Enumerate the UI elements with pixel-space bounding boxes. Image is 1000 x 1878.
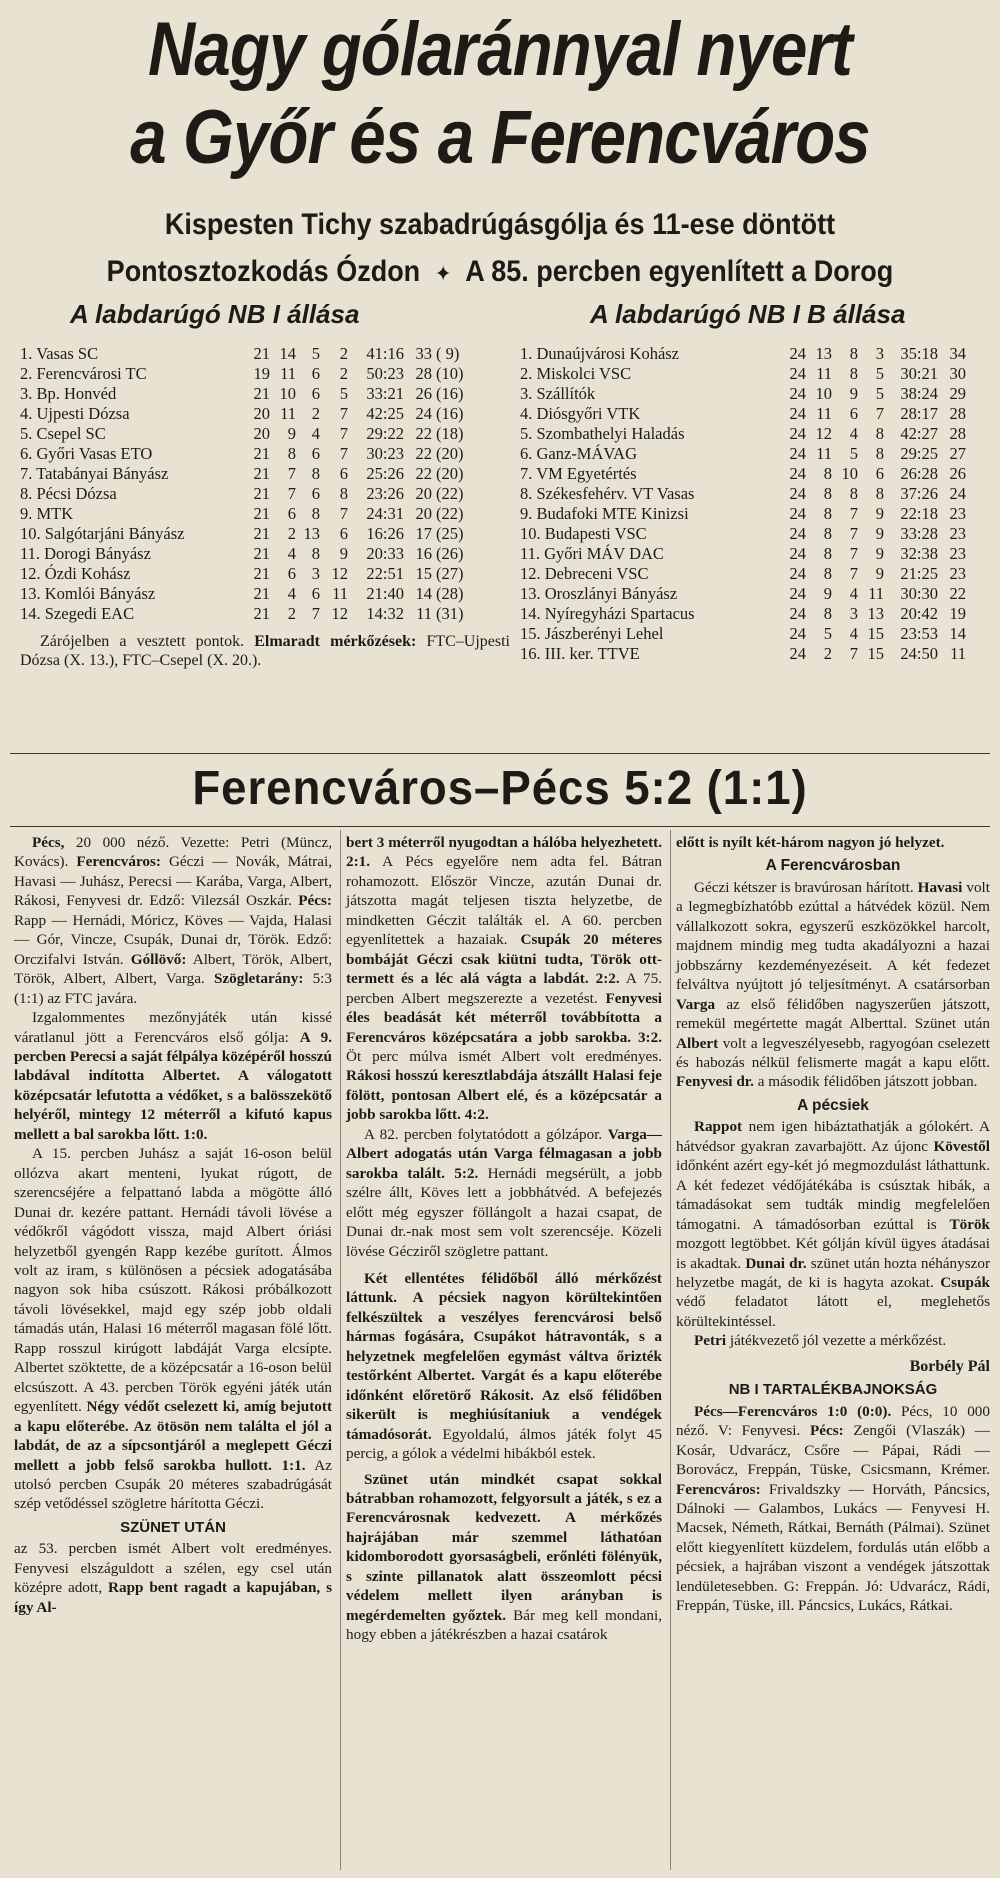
subheadline-2a: Pontosztozkodás Ózdon xyxy=(106,255,421,288)
nb1-cell-l: 2 xyxy=(339,344,348,363)
nb1b-cell-w: 8 xyxy=(823,524,832,543)
nb1-cell-team: 12. Ózdi Kohász xyxy=(20,564,131,583)
subheadline-1: Kispesten Tichy szabadrúgásgólja és 11-ese döntött xyxy=(164,208,836,241)
nb1b-cell-l: 9 xyxy=(875,564,884,583)
nb1-cell-team: 14. Szegedi EAC xyxy=(20,604,135,623)
divider-bottom xyxy=(10,826,990,827)
nb1-cell-p: 21 xyxy=(253,524,270,543)
nb1-cell-pts: 22 xyxy=(415,464,432,483)
nb1-cell-l: 8 xyxy=(339,484,348,503)
nb1-cell-p: 21 xyxy=(253,504,270,523)
nb1b-cell-pts: 11 xyxy=(950,644,966,663)
nb1b-cell-l: 7 xyxy=(875,404,884,423)
nb1-cell-pts: 28 xyxy=(415,364,432,383)
nb1b-cell-l: 15 xyxy=(867,624,884,643)
nb1b-cell-p: 24 xyxy=(789,404,806,423)
nb1b-cell-l: 6 xyxy=(875,464,884,483)
nb1b-cell-p: 24 xyxy=(789,444,806,463)
nb1-cell-pts: 24 xyxy=(415,404,432,423)
nb1-cell-w: 8 xyxy=(287,444,296,463)
nb1b-cell-w: 11 xyxy=(816,444,832,463)
nb1b-cell-w: 2 xyxy=(823,644,832,663)
footnote-rest: FTC–Ujpesti Dózsa (X. 13.), FTC–Csepel (X. 20.). xyxy=(20,633,510,669)
nb1b-cell-goals: 37:26 xyxy=(900,484,938,503)
nb1-cell-w: 4 xyxy=(287,584,296,603)
nb1b-cell-goals: 22:18 xyxy=(900,504,938,523)
nb1b-cell-p: 24 xyxy=(789,644,806,663)
nb1-cell-d: 2 xyxy=(311,404,320,423)
nb1-cell-team: 13. Komlói Bányász xyxy=(20,584,156,603)
nb1-cell-goals: 22:51 xyxy=(366,564,404,583)
nb1-cell-lost: (25) xyxy=(436,524,464,543)
nb1-cell-l: 7 xyxy=(339,444,348,463)
nb1b-cell-d: 8 xyxy=(849,364,858,383)
author-signature: Borbély Pál xyxy=(909,1357,990,1375)
nb1b-cell-l: 11 xyxy=(868,584,884,603)
article-column-1: Pécs, 20 000 néző. Vezette: Petri (Müncz, Kovács). Ferencváros: Géczi — Novák, Mátrai, Havasi — Juhász, Perecsi — Karába, Varga, Albert, Rákosi, Fenyvesi dr. Edző: Vilezsál Oszkár. Pécs: Rapp — Hernádi, Móricz, Köves — Vajda, Halasi — Gór, Vincze, Csupák, Dunai dr, Török. Edző: Orczifalvi István. Góllövő: Albert, Török, Albert, Török, Albert, Albert, Varga. Szögletarány: 5:3 (1:1) az FTC javára. Izgalommentes mezőnyjáték után kissé váratlanul jött a Ferencváros első gólja: A 9. percben Perecsi a saját félpálya középéről hosszú labdával indította Albertet. A válogatott középcsatár lefutotta a védőket, s a balösszekötő helyéről, mintegy 12 méterről a kifutó kapus mellett a bal sarokba lőtt. 1:0. A 15. percben Juhász a saját 16-oson belül ollózva akart menteni, lyukat rúgott, de szerencséjére a felpattanó labda a mögötte álló Dunai dr. kezére pattant. Hernádi távoli lövése a védőkről vágódott vissza, majd Albert óriási helyzetből gyengén Rapp kezébe gurított. Álmos volt az iram, s különösen a pécsiek adogatásába nagyon sok hiba csúszott. Rákosi próbálkozott távoli lövésekkel, majd egy szép jobb oldali támadás után, Halasi 16 méterről magasan fölé lőtt. Rapp rosszul kirúgott labdáját Varga elcsípte. Albertet szöktette, de a középcsatár a 16-oson belül elcsúszott. A 43. percben Török egyéni játék után egyenlített. Négy védőt cselezett ki, amíg bejutott a kapu előterébe. Az ötösön nem találta el jól a labdát, de az a sípcsontjáról a meglepett Géczi mellett a jobb felső sarokba hullott. 1:1. Az utolsó percben Csupák 20 méteres szabadrúgását szép vetődéssel szögletre hárította Géczi. SZÜNET UTÁN az 53. percben ismét Albert volt eredményes. Fenyvesi elszáguldott a szélen, egy csel után középre adott, Rapp bent ragadt a kapujában, s így Al- xyxy=(14,834,333,1616)
nb1-cell-lost: (20) xyxy=(436,444,464,463)
nb1b-cell-pts: 22 xyxy=(949,584,966,603)
nb1-cell-lost: (26) xyxy=(436,544,464,563)
nb1b-cell-l: 5 xyxy=(875,364,884,383)
nb1b-cell-d: 4 xyxy=(849,624,858,643)
reserve-league-title: NB I TARTALÉKBAJNOKSÁG xyxy=(728,1381,938,1399)
nb1b-cell-l: 8 xyxy=(875,424,884,443)
footnote-bold: Elmaradt mérkőzések: xyxy=(254,633,417,650)
nb1b-cell-d: 7 xyxy=(849,504,858,523)
nb1b-cell-p: 24 xyxy=(789,364,806,383)
nb1b-cell-goals: 26:28 xyxy=(900,464,938,483)
nb1-cell-w: 2 xyxy=(287,604,296,623)
nb1-cell-team: 11. Dorogi Bányász xyxy=(20,544,151,563)
nb1b-cell-w: 11 xyxy=(816,364,832,383)
nb1b-cell-goals: 33:28 xyxy=(900,524,938,543)
nb1b-cell-team: 13. Oroszlányi Bányász xyxy=(520,584,678,603)
nb1-cell-goals: 30:23 xyxy=(366,444,404,463)
nb1b-cell-d: 6 xyxy=(849,404,858,423)
nb1b-cell-w: 8 xyxy=(823,544,832,563)
nb1-cell-w: 11 xyxy=(280,364,296,383)
nb1-cell-d: 13 xyxy=(303,524,320,543)
nb1-cell-goals: 50:23 xyxy=(366,364,404,383)
nb1b-cell-pts: 23 xyxy=(949,524,966,543)
nb1-cell-l: 11 xyxy=(332,584,348,603)
nb1b-cell-goals: 30:21 xyxy=(900,364,938,383)
nb1-cell-l: 5 xyxy=(339,384,348,403)
nb1b-cell-pts: 23 xyxy=(949,544,966,563)
nb1-cell-w: 4 xyxy=(287,544,296,563)
nb1-cell-team: 5. Csepel SC xyxy=(20,424,106,443)
nb1-standings-table xyxy=(20,344,520,629)
nb1b-cell-w: 8 xyxy=(823,484,832,503)
nb1b-cell-pts: 14 xyxy=(949,624,966,643)
nb1-cell-lost: (28) xyxy=(436,584,464,603)
nb1b-cell-d: 7 xyxy=(849,544,858,563)
nb1b-cell-team: 16. III. ker. TTVE xyxy=(520,644,640,663)
article-column-2: bert 3 méterről nyugodtan a hálóba helyezhetett. 2:1. A Pécs egyelőre nem adta fel. Bátran rohamozott. Először Vincze, azután Dunai dr. játszotta magát teljesen tiszta helyzetbe, de mindketten Géczit találták el. A 60. percben egyenlítettek a hazaiak. Csupák 20 méteres bombáját Géczi csak kiütni tudta, Török ott-termett és a léc alá vágta a labdát. 2:2. A 75. percben Albert megszerezte a vezetést. Fenyvesi éles beadását két méterről továbbította a Ferencváros középcsatára a jobb sarokba. 3:2. Öt perc múlva ismét Albert volt eredményes. Rákosi hosszú keresztlabdája átszállt Halasi feje fölött, pontosan Albert elé, és a középcsatár a jobb sarokba lőtt. 4:2. A 82. percben folytatódott a gólzápor. Varga—Albert adogatás után Varga félmagasan a jobb sarokba talált. 5:2. Hernádi megsérült, a jobb szélre állt, Köves lett a jobbhátvéd. A befejezés előtt még egyszer föllángolt a hazai csapat, de Dunai dr.-nak most sem volt szerencséje. Közeli lövése Gécziről szögletre pattant. Két ellentétes félidőből álló mérkőzést láttunk. A pécsiek nagyon körültekintően felkészültek a veszélyes ferencvárosi belső hármas fogására, Csupákot hátravonták, s a helyzetnek megfelelően egymást váltva őrizték testőrként Albertet. Vargát és a kapu előterébe időnként előretörő Rákosit. Az első félidőben sikerült is meghiúsítaniuk a vendégek támadósorát. Egyoldalú, álmos játék folyt 45 percig, a gólok a védelmi hibákból estek. Szünet után mindkét csapat sokkal bátrabban rohamozott, felgyorsult a játék, s ez a Ferencvárosnak kedvezett. A mérkőzés hajrájában már szemmel láthatóan kidomborodott gyorsaságbeli, erőnléti fölényük, s szinte pillanatok alatt összeomlott pécsi védelem mellett ilyen arányban is megérdemelten győztek. Bár meg kell mondani, hogy ebben a játékrészben a hazai csatárok xyxy=(346,834,663,1644)
nb1-cell-team: 9. MTK xyxy=(20,504,74,523)
nb1-cell-team: 4. Ujpesti Dózsa xyxy=(20,404,130,423)
nb1-cell-d: 6 xyxy=(311,384,320,403)
nb1-cell-goals: 33:21 xyxy=(366,384,404,403)
nb1-cell-goals: 29:22 xyxy=(366,424,404,443)
nb1-cell-p: 21 xyxy=(253,484,270,503)
nb1-cell-l: 6 xyxy=(339,524,348,543)
nb1b-cell-team: 1. Dunaújvárosi Kohász xyxy=(520,344,680,363)
nb1b-cell-team: 9. Budafoki MTE Kinizsi xyxy=(520,504,689,523)
nb1b-cell-p: 24 xyxy=(789,464,806,483)
nb1-cell-w: 9 xyxy=(287,424,296,443)
subhead-ferencvaros: A Ferencvárosban xyxy=(765,857,901,875)
nb1-cell-pts: 20 xyxy=(415,484,432,503)
nb1b-title: A labdarúgó NB I B állása xyxy=(590,299,906,329)
nb1b-standings-table xyxy=(520,344,995,669)
headline-line-1: Nagy gólaránnyal nyert xyxy=(148,7,852,92)
nb1-cell-p: 21 xyxy=(253,584,270,603)
nb1b-cell-goals: 23:53 xyxy=(900,624,938,643)
nb1-cell-pts: 16 xyxy=(415,544,432,563)
nb1-cell-l: 6 xyxy=(339,464,348,483)
nb1b-cell-goals: 24:50 xyxy=(900,644,938,663)
nb1b-cell-p: 24 xyxy=(789,384,806,403)
nb1-cell-w: 11 xyxy=(280,404,296,423)
nb1b-cell-team: 3. Szállítók xyxy=(520,384,596,403)
nb1b-cell-w: 12 xyxy=(815,424,832,443)
star-separator-icon: ✦ xyxy=(434,261,452,286)
nb1-cell-pts: 20 xyxy=(415,504,432,523)
nb1-cell-goals: 20:33 xyxy=(366,544,404,563)
nb1-cell-pts: 22 xyxy=(415,424,432,443)
nb1b-cell-team: 2. Miskolci VSC xyxy=(520,364,632,383)
nb1b-cell-d: 3 xyxy=(849,604,858,623)
nb1b-cell-goals: 42:27 xyxy=(900,424,938,443)
nb1-cell-w: 14 xyxy=(279,344,296,363)
nb1b-cell-team: 15. Jászberényi Lehel xyxy=(520,624,664,643)
nb1b-cell-d: 9 xyxy=(849,384,858,403)
nb1-cell-lost: ( 9) xyxy=(436,344,460,363)
nb1-cell-goals: 21:40 xyxy=(366,584,404,603)
nb1-cell-goals: 42:25 xyxy=(366,404,404,423)
footnote-text: Zárójelben a vesztett pontok. xyxy=(40,633,245,650)
divider-top xyxy=(10,753,990,754)
nb1b-cell-team: 14. Nyíregyházi Spartacus xyxy=(520,604,695,623)
nb1-cell-lost: (22) xyxy=(436,504,464,523)
nb1-cell-p: 21 xyxy=(253,444,270,463)
nb1b-cell-team: 5. Szombathelyi Haladás xyxy=(520,424,685,443)
nb1-title: A labdarúgó NB I állása xyxy=(70,299,360,329)
nb1b-cell-w: 8 xyxy=(823,604,832,623)
nb1-cell-w: 7 xyxy=(287,484,296,503)
nb1b-cell-w: 9 xyxy=(823,584,832,603)
nb1-cell-team: 10. Salgótarjáni Bányász xyxy=(20,524,185,543)
nb1b-cell-goals: 20:42 xyxy=(900,604,938,623)
nb1-cell-d: 8 xyxy=(311,544,320,563)
nb1-cell-d: 7 xyxy=(311,604,320,623)
nb1b-cell-team: 6. Ganz-MÁVAG xyxy=(520,444,638,463)
article-column-3: előtt is nyílt két-három nagyon jó helyzet. A Ferencvárosban Géczi kétszer is bravúrosan hárított. Havasi volt a legmegbízhatóbb ezúttal a hátvédek közül. Nem vállalkozott sokra, egyszerű eszközökkel harcolt, majdnem mindig meg tudta akadályozni a hazai jobbszárny kezdeményezéseit. A két fedezet felváltva nyújtott jó teljesítményt. A csatársorban Varga az első félidőben nagyszerűen játszott, remekül megértette magát Alberttal. Szünet után Albert volt a legveszélyesebb, ragyogóan cselezett és habozás nélkül felismerte magát a kapu előtt. Fenyvesi dr. a második félidőben játszott jobban. A pécsiek Rappot nem igen hibáztathatják a gólokért. A hátvédsor gyakran zavarbajött. Az újonc Kövestől időnként azért egy-két jó megmozdulást láthattunk. A két fedezet védőjátékába is csúsztak hibák, a támadásokat sem tudták mindig megfelelően támogatni. A támadósorban ezúttal is Török mozgott legtöbbet. Két gólján kívül ügyes átadásai is akadtak. Dunai dr. szünet után hozta néhányszor helyzetbe magát, de ki is hagyta azokat. Csupák védő feladatot látott el, meglehetős körültekintéssel. Petri játékvezető jól vezette a mérkőzést. Borbély Pál NB I TARTALÉKBAJNOKSÁG Pécs—Ferencváros 1:0 (0:0). Pécs, 10 000 néző. V: Fenyvesi. Pécs: Zengői (Vlaszák) — Kosár, Udvarácz, Csőre — Pápai, Rádi — Borovácz, Freppán, Tüske, Csicsmann, Krémer. Ferencváros: Frivaldszky — Horváth, Páncsics, Dálnoki — Galambos, Lukács — Fenyvesi H. Macsek, Németh, Rátkai, Bernáth (Pálmai). Szünet előtt kiegyenlített küzdelem, fordulás után előbb a pécsiek, a hajrában viszont a vendégek játszottak lendületesebben. G: Freppán. Jó: Udvarácz, Rádi, Freppán, Tüske, ill. Páncsics, Lukács, Rátkai. xyxy=(676,834,991,1615)
nb1-cell-pts: 17 xyxy=(415,524,432,543)
headline-line-2: a Győr és a Ferencváros xyxy=(130,95,870,180)
nb1b-cell-d: 7 xyxy=(849,524,858,543)
nb1-cell-d: 6 xyxy=(311,444,320,463)
nb1b-cell-l: 5 xyxy=(875,384,884,403)
nb1b-cell-p: 24 xyxy=(789,524,806,543)
nb1b-cell-pts: 19 xyxy=(949,604,966,623)
nb1b-cell-pts: 27 xyxy=(949,444,966,463)
nb1-cell-d: 5 xyxy=(311,344,320,363)
nb1b-cell-p: 24 xyxy=(789,624,806,643)
nb1-cell-p: 21 xyxy=(253,464,270,483)
nb1-cell-team: 3. Bp. Honvéd xyxy=(20,384,117,403)
nb1-cell-lost: (27) xyxy=(436,564,464,583)
nb1b-cell-pts: 34 xyxy=(949,344,966,363)
nb1b-cell-w: 8 xyxy=(823,464,832,483)
nb1b-cell-p: 24 xyxy=(789,344,806,363)
nb1b-cell-team: 12. Debreceni VSC xyxy=(520,564,649,583)
nb1b-cell-l: 9 xyxy=(875,544,884,563)
nb1-footnote xyxy=(20,632,510,670)
nb1-cell-w: 6 xyxy=(287,564,296,583)
nb1b-cell-p: 24 xyxy=(789,424,806,443)
nb1-cell-team: 8. Pécsi Dózsa xyxy=(20,484,117,503)
nb1b-cell-team: 10. Budapesti VSC xyxy=(520,524,647,543)
nb1-cell-p: 20 xyxy=(253,424,270,443)
subhead-pecsiek: A pécsiek xyxy=(797,1096,869,1114)
nb1b-cell-w: 11 xyxy=(816,404,832,423)
nb1b-cell-w: 10 xyxy=(815,384,832,403)
nb1-cell-w: 2 xyxy=(287,524,296,543)
nb1b-cell-l: 9 xyxy=(875,504,884,523)
nb1b-cell-l: 3 xyxy=(875,344,884,363)
nb1b-cell-d: 10 xyxy=(841,464,858,483)
nb1-cell-goals: 16:26 xyxy=(366,524,404,543)
nb1-cell-lost: (31) xyxy=(436,604,464,623)
nb1-cell-d: 4 xyxy=(311,424,320,443)
nb1-cell-p: 21 xyxy=(253,344,270,363)
nb1-cell-d: 6 xyxy=(311,484,320,503)
nb1-cell-goals: 24:31 xyxy=(366,504,404,523)
nb1-cell-p: 21 xyxy=(253,564,270,583)
nb1b-cell-l: 8 xyxy=(875,484,884,503)
nb1-cell-p: 21 xyxy=(253,544,270,563)
nb1b-cell-w: 13 xyxy=(815,344,832,363)
nb1b-cell-p: 24 xyxy=(789,564,806,583)
nb1-cell-p: 20 xyxy=(253,404,270,423)
column-rule-2 xyxy=(670,830,671,1870)
nb1-cell-team: 7. Tatabányai Bányász xyxy=(20,464,169,483)
nb1b-cell-pts: 24 xyxy=(949,484,966,503)
nb1-cell-lost: (22) xyxy=(436,484,464,503)
nb1b-cell-p: 24 xyxy=(789,584,806,603)
nb1-cell-l: 9 xyxy=(339,544,348,563)
nb1-cell-d: 6 xyxy=(311,364,320,383)
section-subhead: SZÜNET UTÁN xyxy=(120,1518,226,1536)
nb1-cell-lost: (16) xyxy=(436,404,464,423)
nb1b-cell-d: 4 xyxy=(849,424,858,443)
nb1b-cell-team: 4. Diósgyőri VTK xyxy=(520,404,641,423)
nb1b-cell-l: 15 xyxy=(867,644,884,663)
nb1-cell-team: 1. Vasas SC xyxy=(20,344,99,363)
nb1-cell-goals: 23:26 xyxy=(366,484,404,503)
nb1-cell-pts: 15 xyxy=(415,564,432,583)
nb1b-cell-goals: 38:24 xyxy=(900,384,938,403)
nb1b-cell-pts: 23 xyxy=(949,564,966,583)
nb1-cell-d: 8 xyxy=(311,464,320,483)
nb1-cell-l: 7 xyxy=(339,424,348,443)
nb1b-cell-d: 8 xyxy=(849,344,858,363)
nb1-cell-goals: 41:16 xyxy=(366,344,404,363)
nb1-cell-w: 6 xyxy=(287,504,296,523)
nb1b-cell-pts: 30 xyxy=(949,364,966,383)
nb1-cell-pts: 33 xyxy=(415,344,432,363)
nb1b-cell-goals: 29:25 xyxy=(900,444,938,463)
match-banner: Ferencváros–Pécs 5:2 (1:1) xyxy=(192,762,808,815)
nb1b-cell-pts: 26 xyxy=(949,464,966,483)
nb1-cell-team: 2. Ferencvárosi TC xyxy=(20,364,147,383)
nb1b-cell-w: 8 xyxy=(823,504,832,523)
subheadline-2 xyxy=(50,257,950,287)
nb1-cell-d: 8 xyxy=(311,504,320,523)
nb1b-cell-p: 24 xyxy=(789,504,806,523)
nb1-cell-p: 19 xyxy=(253,364,270,383)
nb1b-cell-l: 9 xyxy=(875,524,884,543)
nb1b-cell-goals: 35:18 xyxy=(900,344,938,363)
nb1b-cell-l: 13 xyxy=(867,604,884,623)
nb1-cell-l: 12 xyxy=(331,564,348,583)
nb1-cell-goals: 25:26 xyxy=(366,464,404,483)
nb1-cell-pts: 11 xyxy=(416,604,432,623)
nb1b-cell-p: 24 xyxy=(789,544,806,563)
nb1-cell-d: 3 xyxy=(311,564,320,583)
nb1-cell-l: 7 xyxy=(339,504,348,523)
nb1b-cell-goals: 30:30 xyxy=(900,584,938,603)
nb1b-cell-goals: 21:25 xyxy=(900,564,938,583)
nb1-cell-l: 2 xyxy=(339,364,348,383)
nb1b-cell-pts: 28 xyxy=(949,424,966,443)
nb1-cell-l: 7 xyxy=(339,404,348,423)
nb1b-cell-w: 5 xyxy=(823,624,832,643)
nb1-cell-d: 6 xyxy=(311,584,320,603)
nb1b-cell-team: 11. Győri MÁV DAC xyxy=(520,544,664,563)
nb1b-cell-pts: 23 xyxy=(949,504,966,523)
nb1b-cell-l: 8 xyxy=(875,444,884,463)
nb1b-cell-goals: 32:38 xyxy=(900,544,938,563)
nb1b-cell-d: 4 xyxy=(849,584,858,603)
column-rule-1 xyxy=(340,830,341,1870)
nb1-cell-pts: 22 xyxy=(415,444,432,463)
nb1-cell-goals: 14:32 xyxy=(366,604,404,623)
nb1-cell-l: 12 xyxy=(331,604,348,623)
nb1b-cell-pts: 29 xyxy=(949,384,966,403)
nb1-cell-team: 6. Győri Vasas ETO xyxy=(20,444,153,463)
subheadline-2b: A 85. percben egyenlített a Dorog xyxy=(465,255,894,288)
nb1-cell-pts: 26 xyxy=(415,384,432,403)
nb1b-cell-w: 8 xyxy=(823,564,832,583)
nb1-cell-p: 21 xyxy=(253,604,270,623)
nb1b-cell-d: 5 xyxy=(849,444,858,463)
nb1-cell-lost: (16) xyxy=(436,384,464,403)
nb1b-cell-team: 7. VM Egyetértés xyxy=(520,464,637,483)
nb1-cell-w: 10 xyxy=(279,384,296,403)
nb1-cell-lost: (20) xyxy=(436,464,464,483)
nb1-cell-lost: (18) xyxy=(436,424,464,443)
nb1b-cell-d: 7 xyxy=(849,564,858,583)
nb1b-cell-p: 24 xyxy=(789,484,806,503)
nb1-cell-p: 21 xyxy=(253,384,270,403)
nb1-cell-lost: (10) xyxy=(436,364,464,383)
nb1b-cell-goals: 28:17 xyxy=(900,404,938,423)
nb1b-cell-pts: 28 xyxy=(949,404,966,423)
nb1-cell-pts: 14 xyxy=(415,584,432,603)
nb1b-cell-d: 7 xyxy=(849,644,858,663)
nb1b-cell-team: 8. Székesfehérv. VT Vasas xyxy=(520,484,695,503)
nb1b-cell-d: 8 xyxy=(849,484,858,503)
nb1b-cell-p: 24 xyxy=(789,604,806,623)
nb1-cell-w: 7 xyxy=(287,464,296,483)
